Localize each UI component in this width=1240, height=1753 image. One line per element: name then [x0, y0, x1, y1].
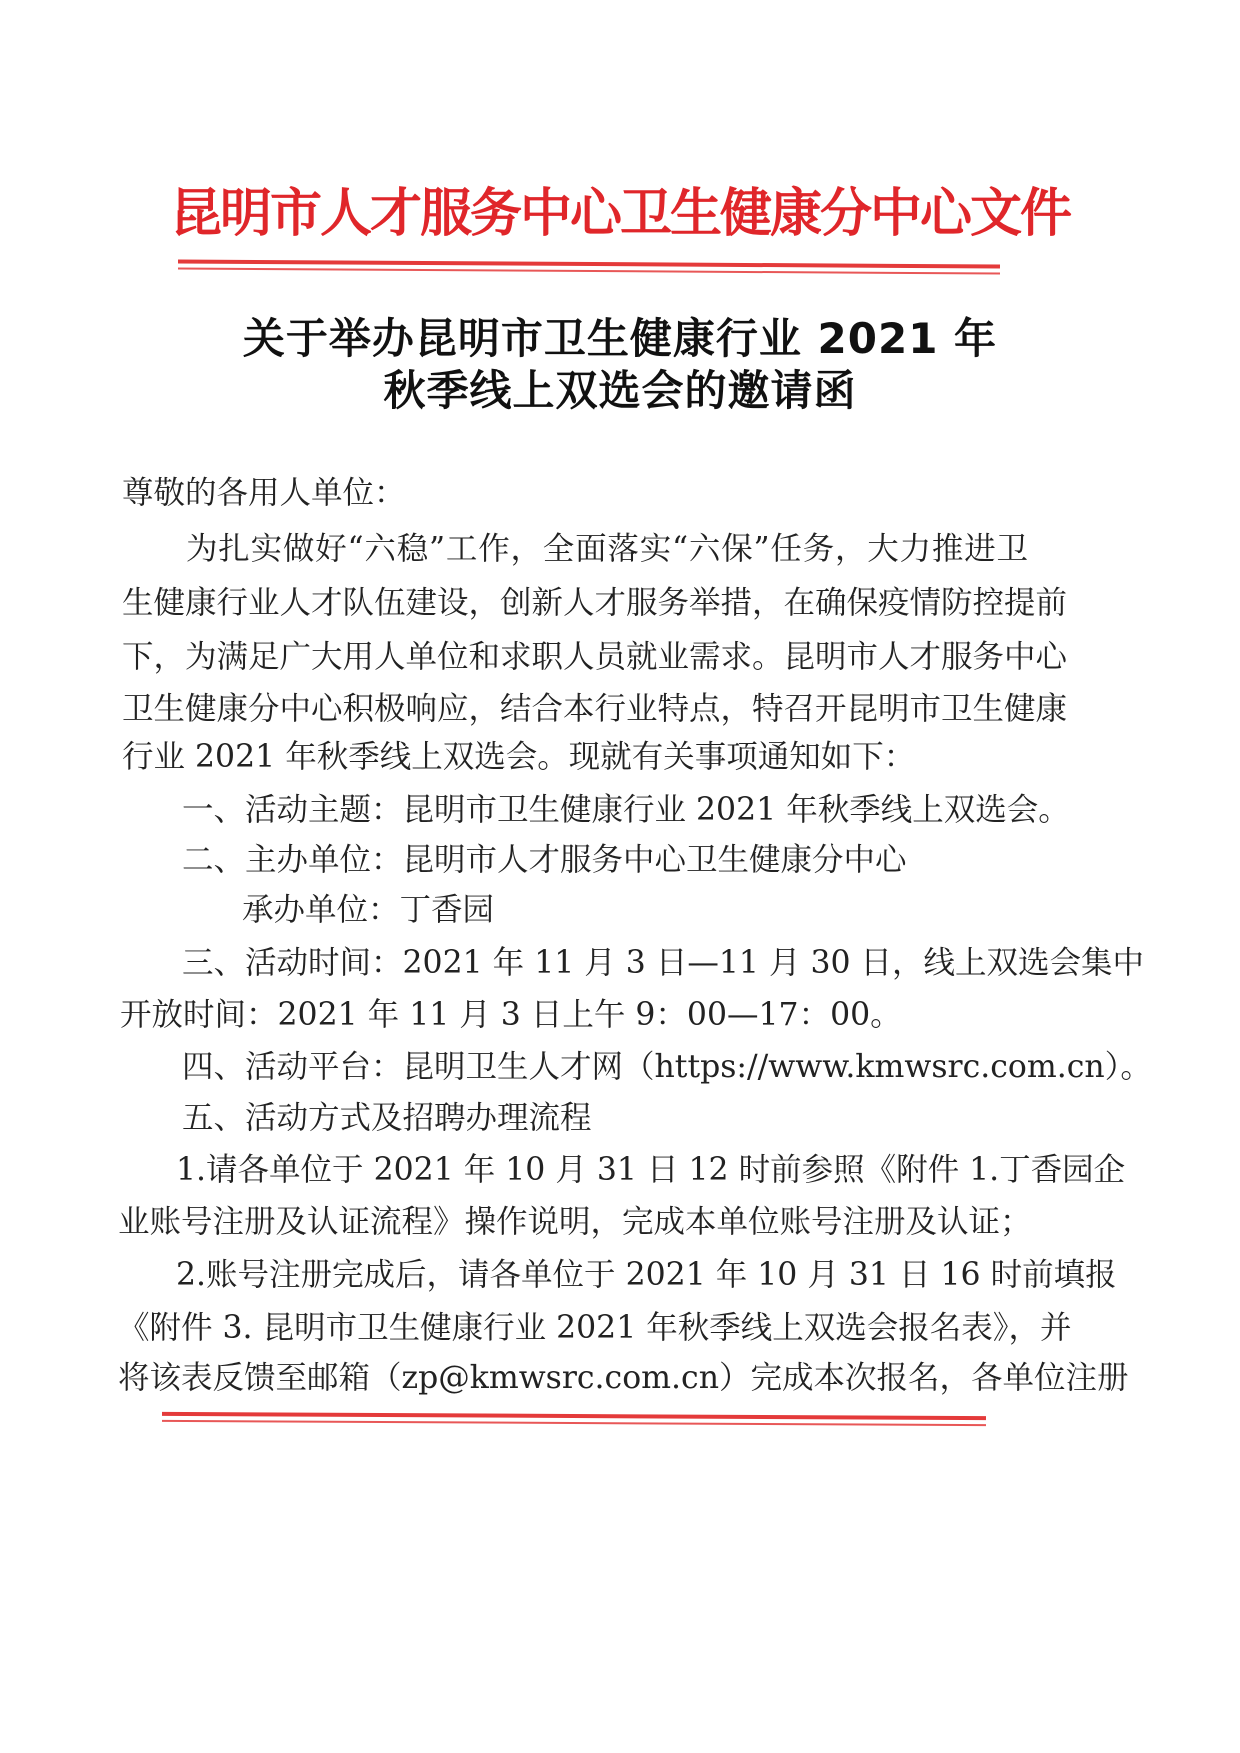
- body-line: 业账号注册及认证流程》操作说明，完成本单位账号注册及认证；: [118, 1204, 1032, 1240]
- body-line: 五、活动方式及招聘办理流程: [182, 1100, 592, 1136]
- header-divider-shadow: [178, 267, 1000, 274]
- document-title-line2: 秋季线上双选会的邀请函: [383, 366, 857, 415]
- org-header-title: 昆明市人才服务中心卫生健康分中心文件: [169, 184, 1070, 244]
- body-line: 二、主办单位：昆明市人才服务中心卫生健康分中心: [182, 842, 907, 878]
- document-title-line1: 关于举办昆明市卫生健康行业 2021 年: [242, 314, 998, 363]
- header-divider: [178, 259, 1000, 268]
- body-line: 承办单位：丁香园: [242, 892, 495, 928]
- body-line: 为扎实做好“六稳”工作，全面落实“六保”任务，大力推进卫: [186, 531, 1028, 567]
- body-line: 1.请各单位于 2021 年 10 月 31 日 12 时前参照《附件 1.丁香园企: [176, 1152, 1126, 1188]
- body-line: 开放时间：2021 年 11 月 3 日上午 9：00—17：00。: [120, 997, 902, 1033]
- body-line: 2.账号注册完成后，请各单位于 2021 年 10 月 31 日 16 时前填报: [176, 1257, 1117, 1293]
- footer-divider-shadow: [162, 1420, 986, 1426]
- body-line: 行业 2021 年秋季线上双选会。现就有关事项通知如下：: [122, 739, 916, 775]
- body-line: 将该表反馈至邮箱（zp@kmwsrc.com.cn）完成本次报名，各单位注册: [118, 1360, 1129, 1396]
- body-line: 《附件 3. 昆明市卫生健康行业 2021 年秋季线上双选会报名表》，并: [118, 1310, 1072, 1346]
- body-line: 下，为满足广大用人单位和求职人员就业需求。昆明市人才服务中心: [122, 639, 1068, 675]
- footer-divider: [162, 1412, 986, 1420]
- body-line: 一、活动主题：昆明市卫生健康行业 2021 年秋季线上双选会。: [182, 792, 1070, 828]
- body-line: 生健康行业人才队伍建设，创新人才服务举措，在确保疫情防控提前: [122, 585, 1068, 621]
- salutation: 尊敬的各用人单位：: [122, 475, 406, 511]
- body-line: 四、活动平台：昆明卫生人才网（https://www.kmwsrc.com.cn）。: [182, 1049, 1152, 1085]
- body-line: 卫生健康分中心积极响应，结合本行业特点，特召开昆明市卫生健康: [122, 691, 1068, 727]
- body-line: 三、活动时间：2021 年 11 月 3 日—11 月 30 日，线上双选会集中: [182, 945, 1145, 981]
